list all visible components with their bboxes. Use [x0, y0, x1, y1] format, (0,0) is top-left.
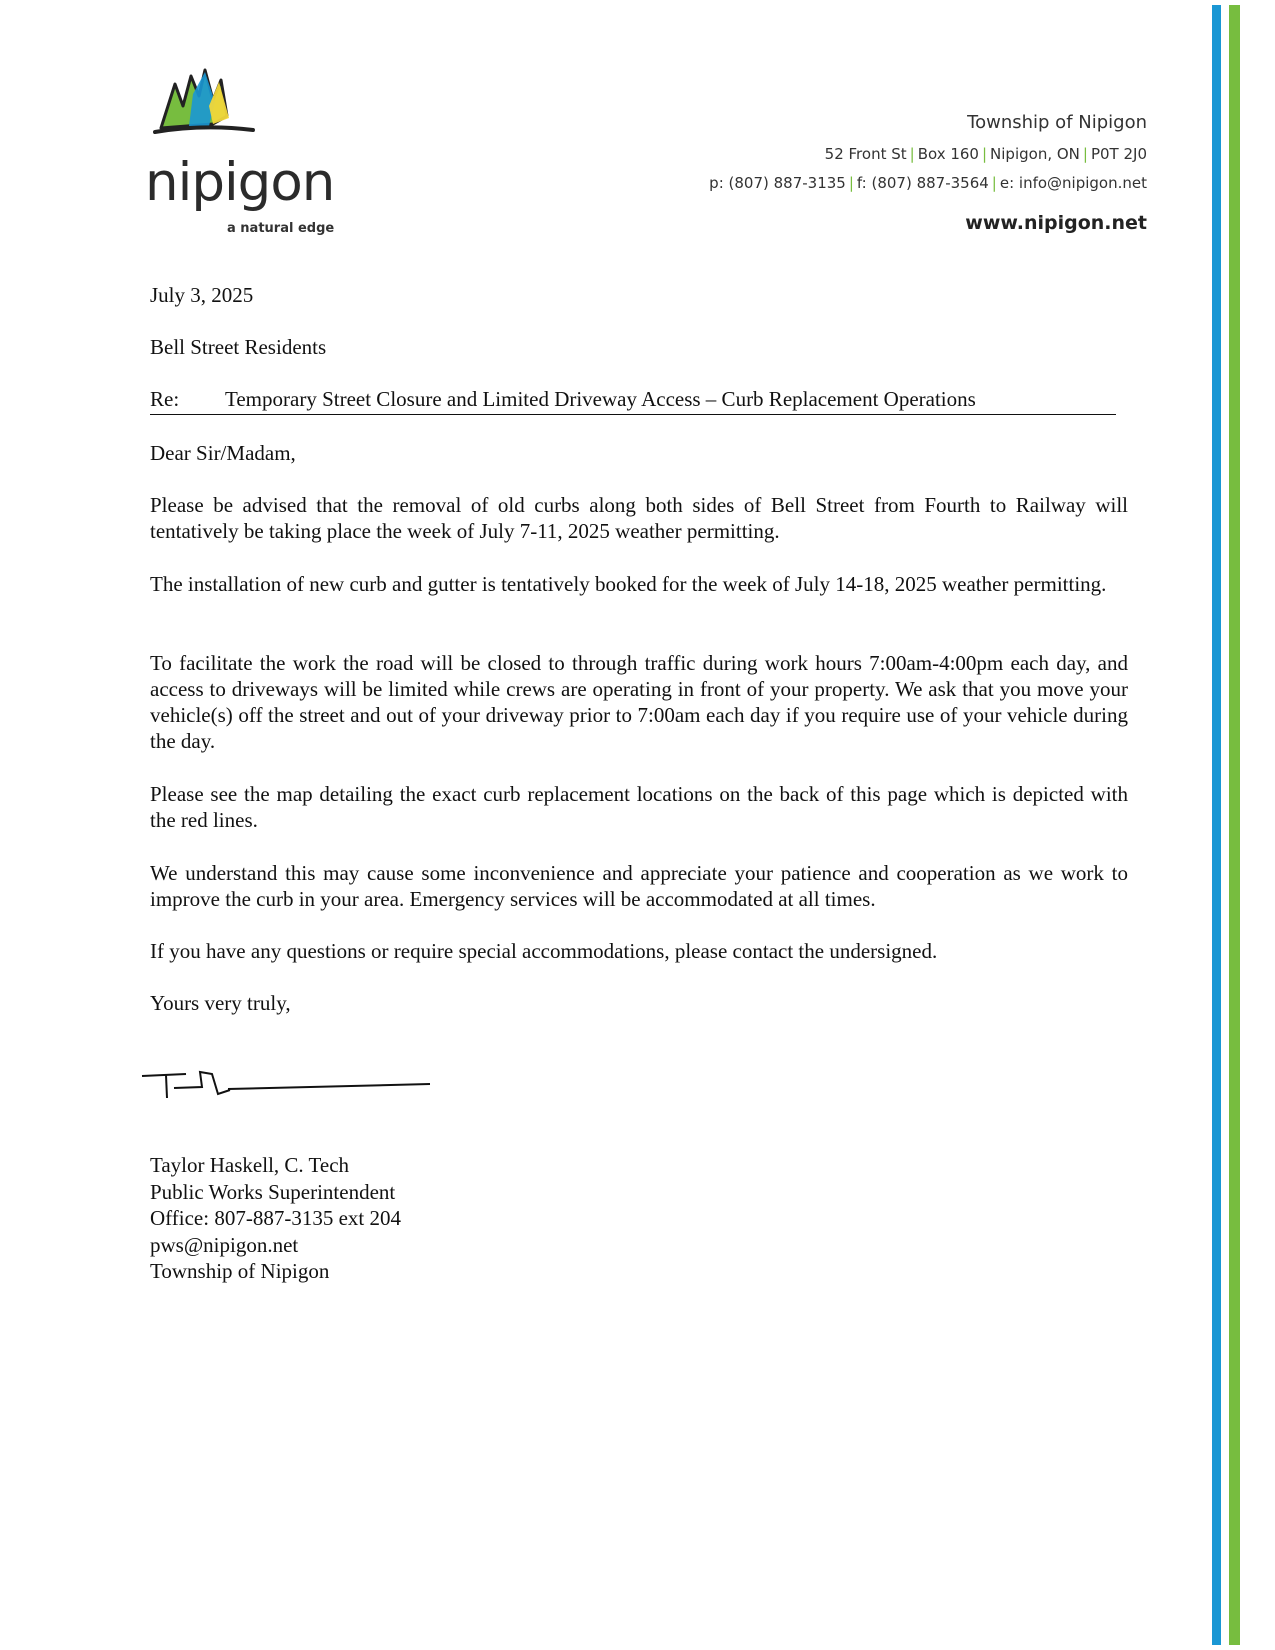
address-line [709, 145, 1147, 163]
body-paragraph: We understand this may cause some inconvenience and appreciate your patience and cooperation as we work to improve the curb in your area. Emergency services will be accommodated at all times. [150, 861, 1128, 911]
fax-number: f: (807) 887-3564 [856, 174, 989, 192]
separator: | [848, 174, 854, 192]
separator: | [991, 174, 997, 192]
separator: | [981, 145, 988, 163]
address-city: Nipigon, ON [990, 145, 1080, 163]
nipigon-logo [145, 66, 345, 246]
phone-line [709, 174, 1147, 192]
signatory-office: Office: 807-887-3135 ext 204 [150, 1206, 401, 1230]
logo-mountains-icon [153, 66, 263, 146]
signatory-organization: Township of Nipigon [150, 1259, 330, 1283]
salutation: Dear Sir/Madam, [150, 441, 296, 465]
address-street: 52 Front St [824, 145, 907, 163]
signatory-title: Public Works Superintendent [150, 1179, 396, 1204]
phone-number: p: (807) 887-3135 [709, 174, 846, 192]
decorative-stripe-blue [1212, 5, 1221, 1645]
signatory-email[interactable]: pws@nipigon.net [150, 1232, 299, 1257]
organization-name: Township of Nipigon [967, 112, 1147, 133]
subject-line [150, 386, 1116, 415]
logo-wordmark: nipigon [145, 152, 335, 213]
handwritten-signature [140, 1054, 440, 1109]
body-paragraph: To facilitate the work the road will be closed to through traffic during work hours 7:00am-4:00pm each day, and access to driveways will be limited while crews are operating in front of your property. We ask that you move your vehicle(s) off the street and out of your driveway prior to 7:00am each day if you require use of your vehicle during the day. [150, 651, 1128, 753]
signature-block [150, 1152, 401, 1285]
signatory-name: Taylor Haskell, C. Tech [150, 1153, 350, 1177]
body-paragraph: Please be advised that the removal of old curbs along both sides of Bell Street from Fourth to Railway will tentatively be taking place the week of July 7-11, 2025 weather permitting. [150, 493, 1128, 543]
closing: Yours very truly, [150, 991, 291, 1015]
separator: | [1082, 145, 1088, 163]
letterhead-contact [709, 112, 1147, 234]
letter-recipient: Bell Street Residents [150, 335, 327, 359]
address-postal: P0T 2J0 [1090, 145, 1147, 163]
logo-tagline: a natural edge [227, 221, 335, 236]
body-paragraph: Please see the map detailing the exact curb replacement locations on the back of this page which is depicted with the red lines. [150, 782, 1128, 832]
contact-email: e: info@nipigon.net [999, 174, 1147, 192]
body-paragraph: If you have any questions or require special accommodations, please contact the undersigned. [150, 939, 938, 963]
address-box: Box 160 [917, 145, 979, 163]
decorative-stripe-green [1229, 5, 1240, 1645]
subject-text: Temporary Street Closure and Limited Driveway Access – Curb Replacement Operations [225, 387, 976, 411]
subject-label: Re: [150, 387, 180, 411]
separator: | [909, 145, 915, 163]
letter-date: July 3, 2025 [150, 283, 254, 307]
website-link[interactable]: www.nipigon.net [965, 212, 1147, 234]
body-paragraph: The installation of new curb and gutter is tentatively booked for the week of July 14-18, 2025 weather permitting. [150, 572, 1107, 596]
